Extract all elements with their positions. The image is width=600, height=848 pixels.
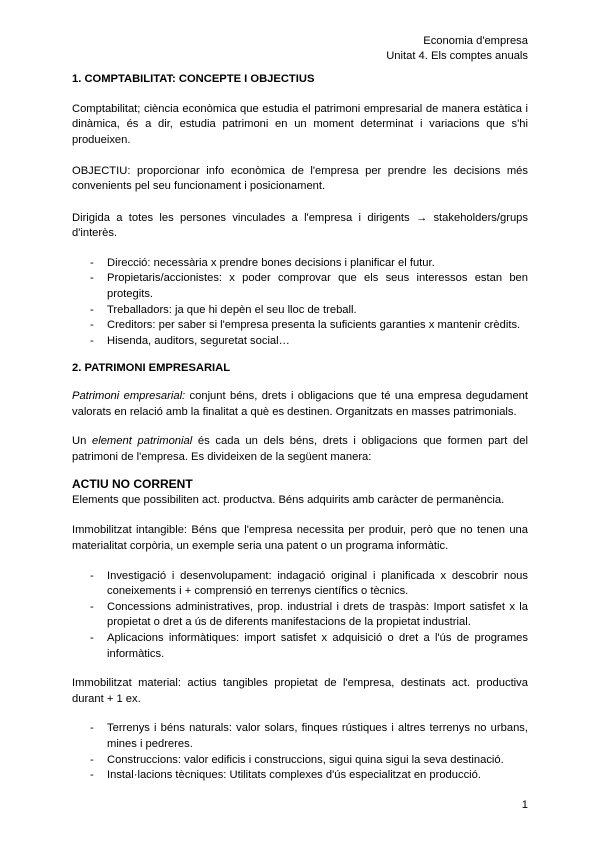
section-2-title: 2. PATRIMONI EMPRESARIAL (72, 362, 231, 375)
objective-paragraph: OBJECTIU: proporcionar info econòmica de l'empresa per prendre les decisions més convenients pel seu funcionament i posicionament. (72, 164, 528, 193)
intangible-list (72, 569, 528, 663)
definition-paragraph: Comptabilitat; ciència econòmica que estudia el patrimoni empresarial de manera estàtica i dinàmica, és a dir, estudia patrimoni en un moment determinat i variacions que s'hi produeixen. (72, 102, 528, 146)
list-item: - Concessions administratives, prop. industrial i drets de traspàs: Import satisfet x la propietat o dret a ús de diferents manifestacions de la propietat industrial. (72, 600, 528, 631)
list-item: - Investigació i desenvolupament: indagació original i planificada x descobrir nous coneixements i + comprensió en terrenys científics o tècnics. (72, 569, 528, 600)
list-item: - Terrenys i béns naturals: valor solars, finques rústiques i altres terrenys no urbans, mines i pedreres. (72, 721, 528, 752)
section-1-title: 1. COMPTABILITAT: CONCEPTE I OBJECTIUS (72, 73, 315, 85)
list-item: - Direcció: necessària x prendre bones decisions i planificar el futur. (72, 256, 528, 272)
list-item: - Aplicacions informàtiques: import satisfet x adquisició o dret a l'ús de programes informàtics. (72, 631, 528, 662)
subsection-title: ACTIU NO CORRENT (72, 477, 193, 492)
subsection-description: Elements que possibiliten act. productva. Béns adquirits amb caràcter de permanència. (72, 493, 505, 506)
element-definition (72, 434, 528, 465)
list-item: - Treballadors: ja que hi depèn el seu lloc de treball. (72, 303, 528, 319)
list-item: - Construccions: valor edificis i construccions, sigui quina sigui la seva destinació. (72, 753, 528, 769)
header-unit: Unitat 4. Els comptes anuals (386, 50, 528, 62)
term-element: element patrimonial (92, 435, 193, 448)
list-item: - Propietaris/accionistes: x poder comprovar que els seus interessos estan ben protegits. (72, 271, 528, 302)
header-course: Economia d'empresa (423, 35, 528, 47)
patrimoni-text: conjunt béns, drets i obligacions que té una empresa degudament valorats en relació amb la finalitat a què es destinen. Organitzats en masses patrimonials. (72, 389, 528, 418)
patrimoni-definition (72, 389, 528, 420)
intangible-paragraph: Immobilitzat intangible: Béns que l'empresa necessita per produir, però que no tenen una materialitat corpòria, un exemple seria una patent o un programa informàtic. (72, 524, 528, 553)
stakeholder-list (72, 256, 528, 350)
element-lead: Un (72, 435, 92, 448)
list-item: - Hisenda, auditors, seguretat social… (72, 334, 528, 350)
term-patrimoni: Patrimoni empresarial: (72, 389, 186, 402)
element-text: és cada un dels béns, drets i obligacions que formen part del patrimoni de l'empresa. Es divideixen de la següent manera: (72, 435, 528, 463)
running-header (386, 34, 528, 64)
list-item: - Creditors: per saber si l'empresa presenta la suficients garanties x mantenir crèdits. (72, 318, 528, 334)
list-item: - Instal·lacions tècniques: Utilitats complexes d'ús especialitzat en producció. (72, 768, 528, 784)
material-paragraph: Immobilitzat material: actius tangibles propietat de l'empresa, destinats act. productiva durant + 1 ex. (72, 677, 528, 705)
document-body (72, 72, 528, 784)
audience-paragraph: Dirigida a totes les persones vinculades a l'empresa i dirigents → stakeholders/grups d'interès. (72, 211, 528, 240)
material-list (72, 721, 528, 783)
page-number: 1 (521, 799, 528, 811)
